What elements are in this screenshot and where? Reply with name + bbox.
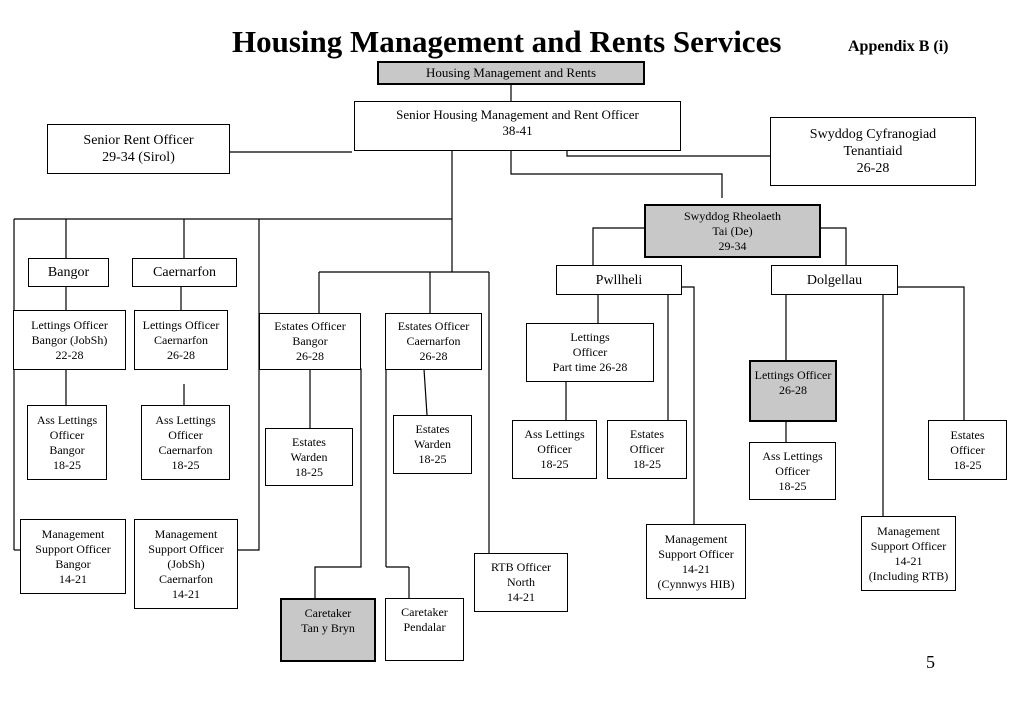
- org-box-label: Estates Officer Bangor 26-28: [274, 319, 346, 363]
- org-box-estates-officer-bangor: [259, 313, 361, 370]
- org-box-lettings-officer-part-time: [526, 323, 654, 382]
- page-number: 5: [926, 652, 935, 672]
- org-box-estates-officer-dolgellau: [928, 420, 1007, 480]
- org-box-ass-lettings-officer-caernarfon: [141, 405, 230, 480]
- org-box-label: Caernarfon: [153, 265, 216, 280]
- org-box-pwllheli: [556, 265, 682, 295]
- org-box-estates-officer-pwllheli: [607, 420, 687, 479]
- org-box-dolgellau: [771, 265, 898, 295]
- org-box-caretaker-pendalar: [385, 598, 464, 661]
- org-box-label: Ass Lettings Officer 18-25: [524, 427, 585, 471]
- page-title: Housing Management and Rents Services: [232, 24, 782, 59]
- org-box-caretaker-tan-y-bryn: [280, 598, 376, 662]
- org-box-senior-rent-officer: [47, 124, 230, 174]
- org-box-swyddog-rheolaeth-tai-de: [644, 204, 821, 258]
- org-box-label: Pwllheli: [595, 272, 643, 288]
- org-box-lettings-officer-bangor: [13, 310, 126, 370]
- org-box-housing-management-and-rents: [377, 61, 645, 85]
- org-box-estates-officer-caernarfon: [385, 313, 482, 370]
- org-box-label: Management Support Officer (JobSh) Caernarfon 14-21: [148, 526, 224, 601]
- org-box-label: Estates Officer Caernarfon 26-28: [397, 319, 470, 363]
- org-box-label: Lettings Officer Part time 26-28: [552, 330, 628, 374]
- org-box-ass-lettings-officer-bangor: [27, 405, 107, 480]
- org-box-label: Estates Officer 18-25: [950, 427, 985, 472]
- org-box-label: Dolgellau: [806, 272, 863, 288]
- org-box-label: Lettings Officer Bangor (JobSh) 22-28: [31, 317, 108, 362]
- org-box-label: Ass Lettings Officer Caernarfon 18-25: [155, 412, 216, 472]
- org-box-management-support-officer-dolgellau: [861, 516, 956, 591]
- org-box-label: Estates Warden 18-25: [290, 434, 328, 479]
- org-box-label: Ass Lettings Officer Bangor 18-25: [36, 412, 98, 472]
- org-box-lettings-officer-caernarfon: [134, 310, 228, 370]
- org-box-label: Lettings Officer Caernarfon 26-28: [142, 317, 220, 362]
- org-box-rtb-officer-north: [474, 553, 568, 612]
- org-box-label: Management Support Officer 14-21 (Cynnwys HIB): [657, 531, 735, 591]
- org-box-management-support-officer-caernarfon: [134, 519, 238, 609]
- org-box-bangor: [28, 258, 109, 287]
- org-box-estates-warden-bangor: [265, 428, 353, 486]
- org-box-label: Senior Housing Management and Rent Officer 38-41: [396, 107, 639, 138]
- org-box-label: Bangor: [47, 265, 90, 280]
- org-box-ass-lettings-officer-dolgellau: [749, 442, 836, 500]
- org-box-estates-warden-caernarfon: [393, 415, 472, 474]
- org-box-label: Management Support Officer Bangor 14-21: [35, 526, 111, 586]
- org-box-label: Swyddog Cyfranogiad Tenantiaid 26-28: [809, 127, 937, 176]
- org-box-lettings-officer-dolgellau: [749, 360, 837, 422]
- org-box-label: Swyddog Rheolaeth Tai (De) 29-34: [684, 208, 781, 253]
- org-box-label: Lettings Officer 26-28: [754, 368, 832, 397]
- org-box-ass-lettings-officer-pwllheli: [512, 420, 597, 479]
- appendix-label: Appendix B (i): [848, 38, 949, 55]
- org-box-label: RTB Officer North 14-21: [490, 560, 552, 604]
- org-box-label: Senior Rent Officer 29-34 (Sirol): [83, 133, 194, 165]
- org-box-label: Caretaker Tan y Bryn: [301, 606, 355, 635]
- org-box-label: Estates Officer 18-25: [629, 427, 665, 471]
- org-box-caernarfon: [132, 258, 237, 287]
- org-box-management-support-officer-pwllheli: [646, 524, 746, 599]
- org-box-label: Ass Lettings Officer 18-25: [762, 448, 823, 493]
- org-box-label: Caretaker Pendalar: [401, 605, 448, 634]
- org-box-label: Estates Warden 18-25: [413, 422, 451, 466]
- org-box-label: Management Support Officer 14-21 (Including RTB): [868, 523, 949, 583]
- org-box-swyddog-cyfranogiad-tenantiaid: [770, 117, 976, 186]
- org-box-label: Housing Management and Rents: [425, 65, 597, 80]
- org-box-senior-housing-management-and-rent-officer: [354, 101, 681, 151]
- org-box-management-support-officer-bangor: [20, 519, 126, 594]
